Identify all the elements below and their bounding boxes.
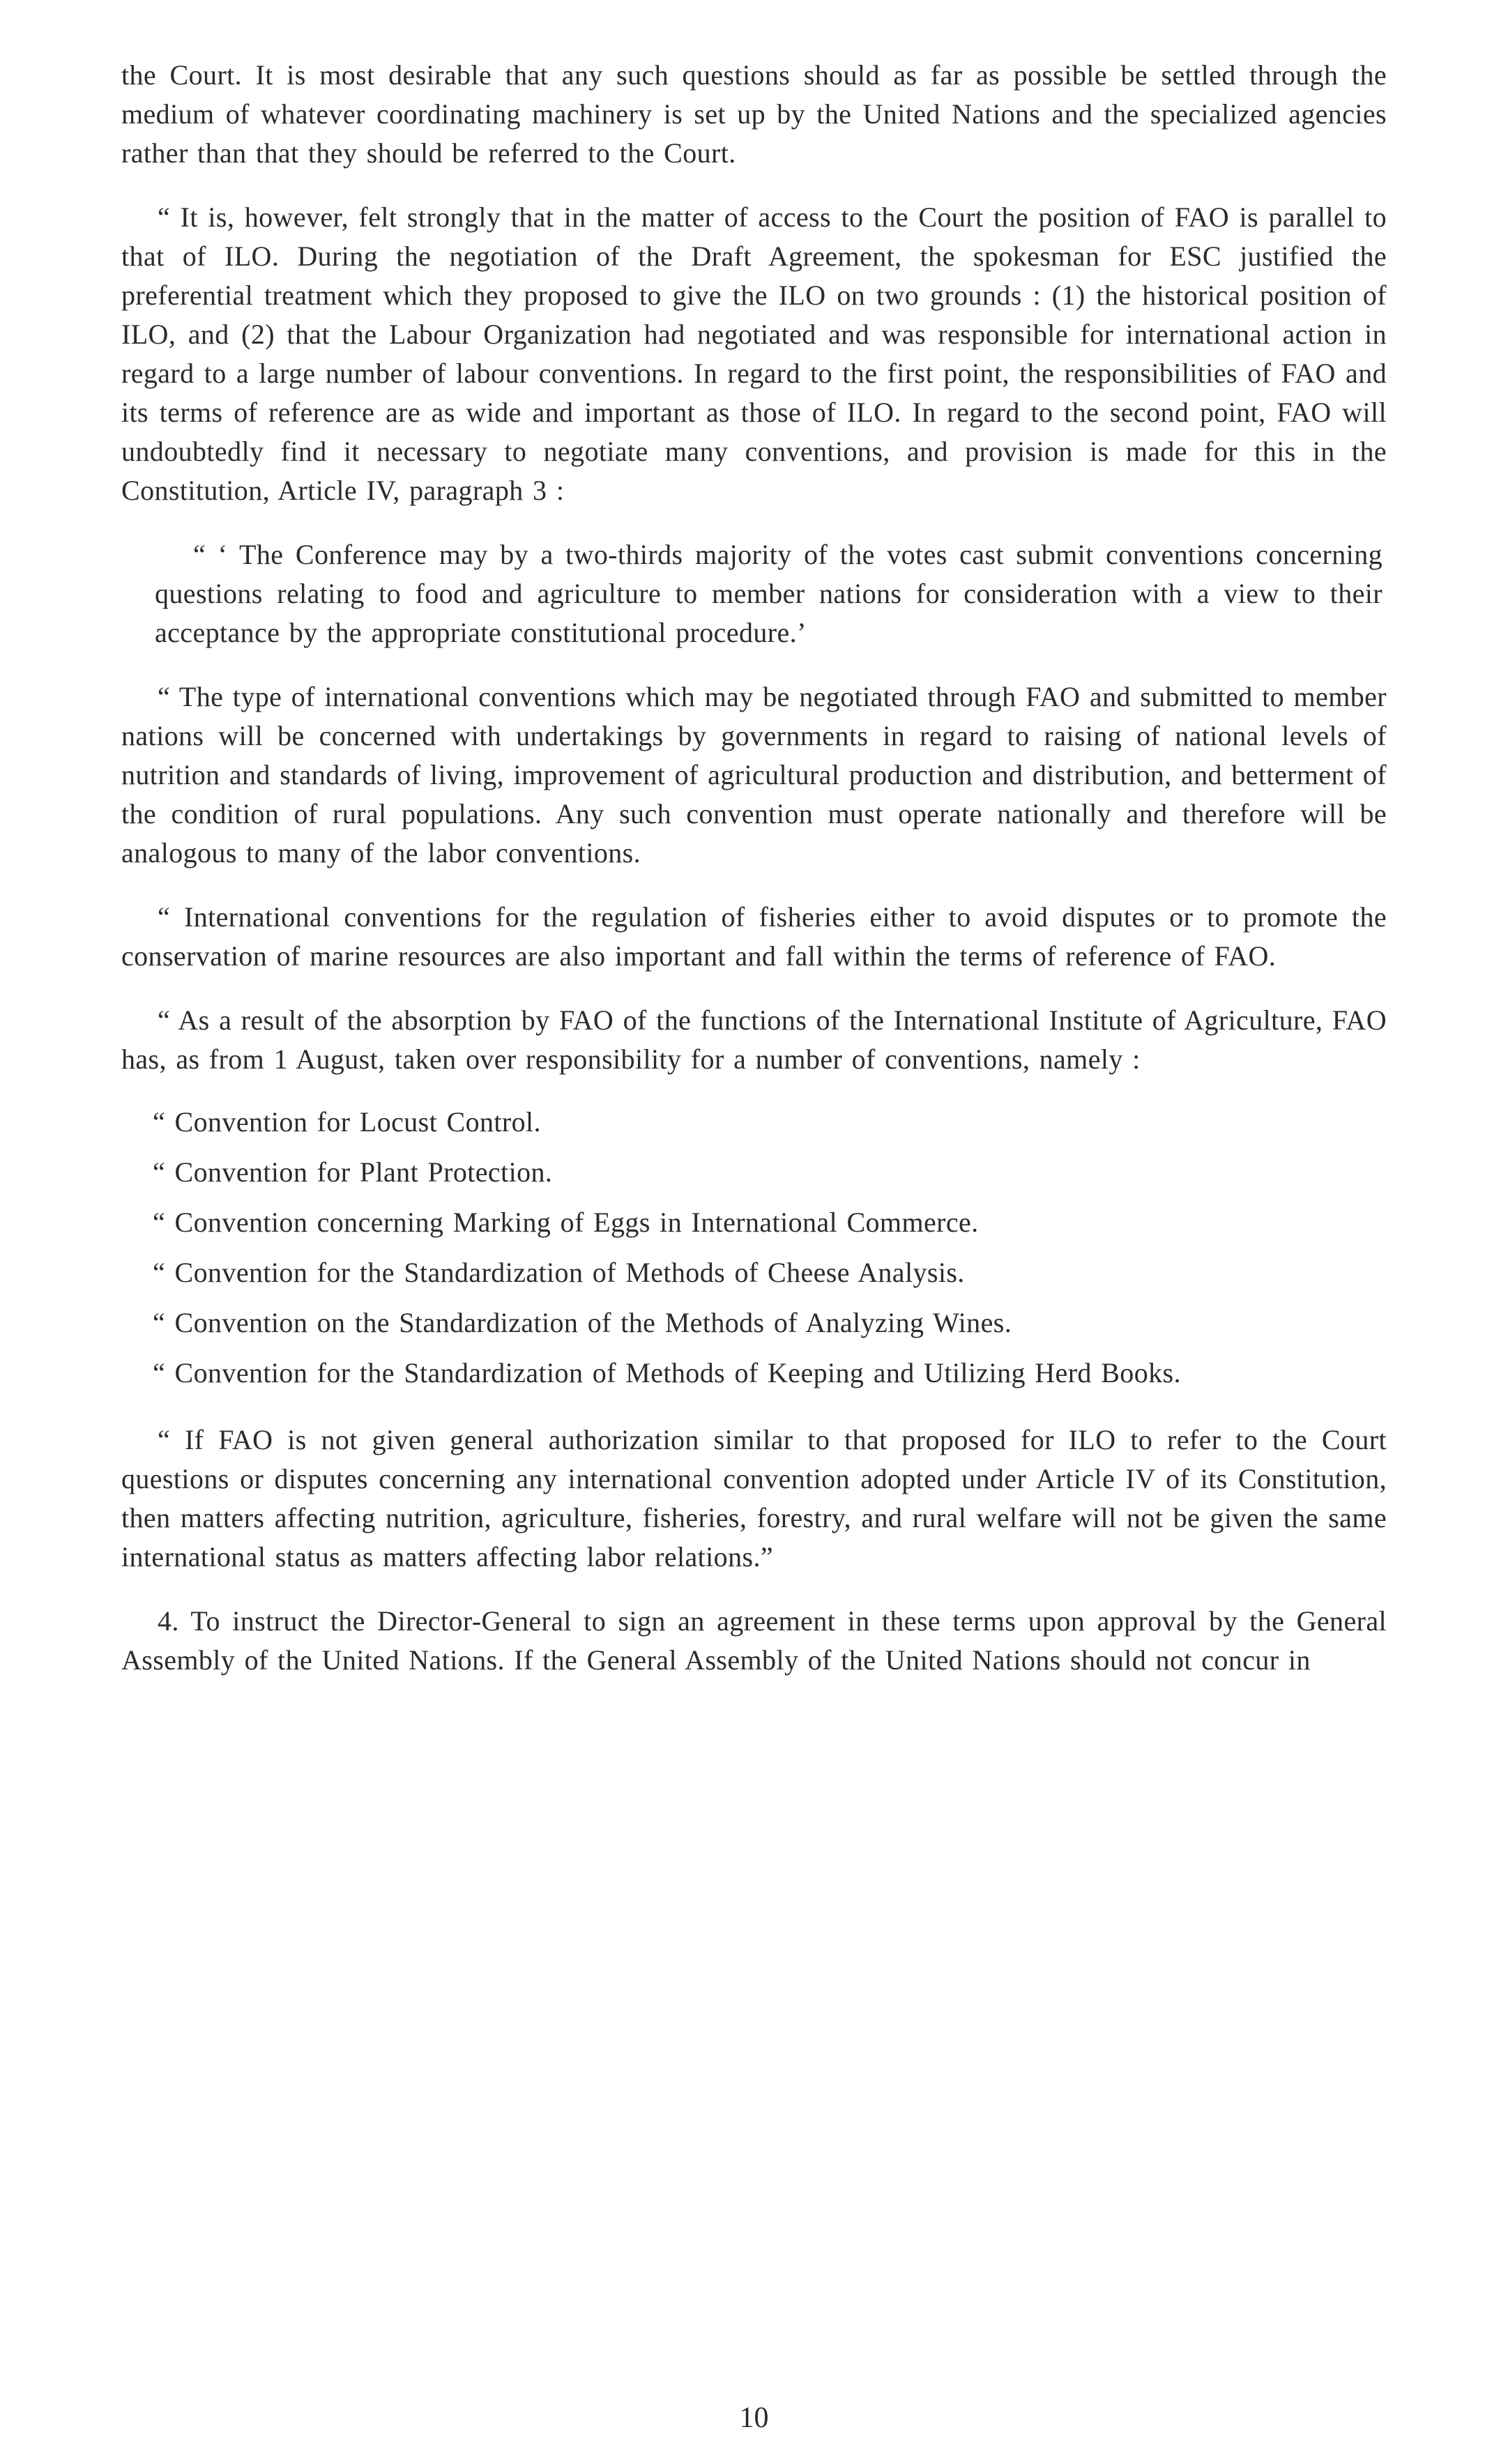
paragraph: “ As a result of the absorption by FAO of the functions of the International Institute of Agriculture, FAO has, as from 1 August, taken over responsibility for a number of conventions, namely : <box>121 1004 1387 1075</box>
paragraph: “ International conventions for the regulation of fisheries either to avoid disputes or to promote the conservation of marine resources are also important and fall within the terms of reference of FAO. <box>121 901 1387 972</box>
paragraph: “ The type of international conventions which may be negotiated through FAO and submitted to member nations will be concerned with undertakings by governments in regard to raising of national levels of nutrition and standards of living, improvement of agricultural production and distribution, and betterment of the condition of rural populations. Any such convention must operate nationally and therefore will be analogous to many of the labor conventions. <box>121 681 1387 868</box>
convention-list-item: “ Convention for Locust Control. <box>153 1106 541 1138</box>
paragraph-continuation: the Court. It is most desirable that any such questions should as far as possible be settled through the medium of whatever coordinating machinery is set up by the United Nations and the specialized agencies rather than that they should be referred to the Court. <box>121 59 1387 169</box>
convention-list-item: “ Convention for the Standardization of Methods of Cheese Analysis. <box>153 1257 965 1288</box>
paragraph-numbered-item: 4. To instruct the Director-General to sign an agreement in these terms upon approval by the General Assembly of the United Nations. If the General Assembly of the United Nations should not concur in <box>121 1605 1387 1676</box>
page-number: 10 <box>739 2402 769 2434</box>
paragraph: “ If FAO is not given general authorization similar to that proposed for ILO to refer to the Court questions or disputes concerning any international convention adopted under Article IV of its Constitution, then matters affecting nutrition, agriculture, fisheries, forestry, and rural welfare will not be given the same international status as matters affecting labor relations.” <box>121 1424 1387 1572</box>
convention-list-item: “ Convention for Plant Protection. <box>153 1156 553 1188</box>
paragraph: “ It is, however, felt strongly that in the matter of access to the Court the position of FAO is parallel to that of ILO. During the negotiation of the Draft Agreement, the spokesman for ESC justified the preferential treatment which they proposed to give the ILO on two grounds : (1) the historical position of ILO, and (2) that the Labour Organization had negotiated and was responsible for international action in regard to a large number of labour conventions. In regard to the first point, the responsibilities of FAO and its terms of reference are as wide and important as those of ILO. In regard to the second point, FAO will undoubtedly find it necessary to negotiate many conventions, and provision is made for this in the Constitution, Article IV, paragraph 3 : <box>121 201 1387 506</box>
blockquote-constitution-article: “ ‘ The Conference may by a two-thirds majority of the votes cast submit conventions concerning questions relating to food and agriculture to member nations for consideration with a view to their acceptance by the appropriate constitutional procedure.’ <box>155 539 1383 648</box>
convention-list-item: “ Convention concerning Marking of Eggs in International Commerce. <box>153 1207 979 1238</box>
convention-list-item: “ Convention on the Standardization of the Methods of Analyzing Wines. <box>153 1307 1012 1338</box>
convention-list-item: “ Convention for the Standardization of Methods of Keeping and Utilizing Herd Books. <box>153 1357 1181 1388</box>
